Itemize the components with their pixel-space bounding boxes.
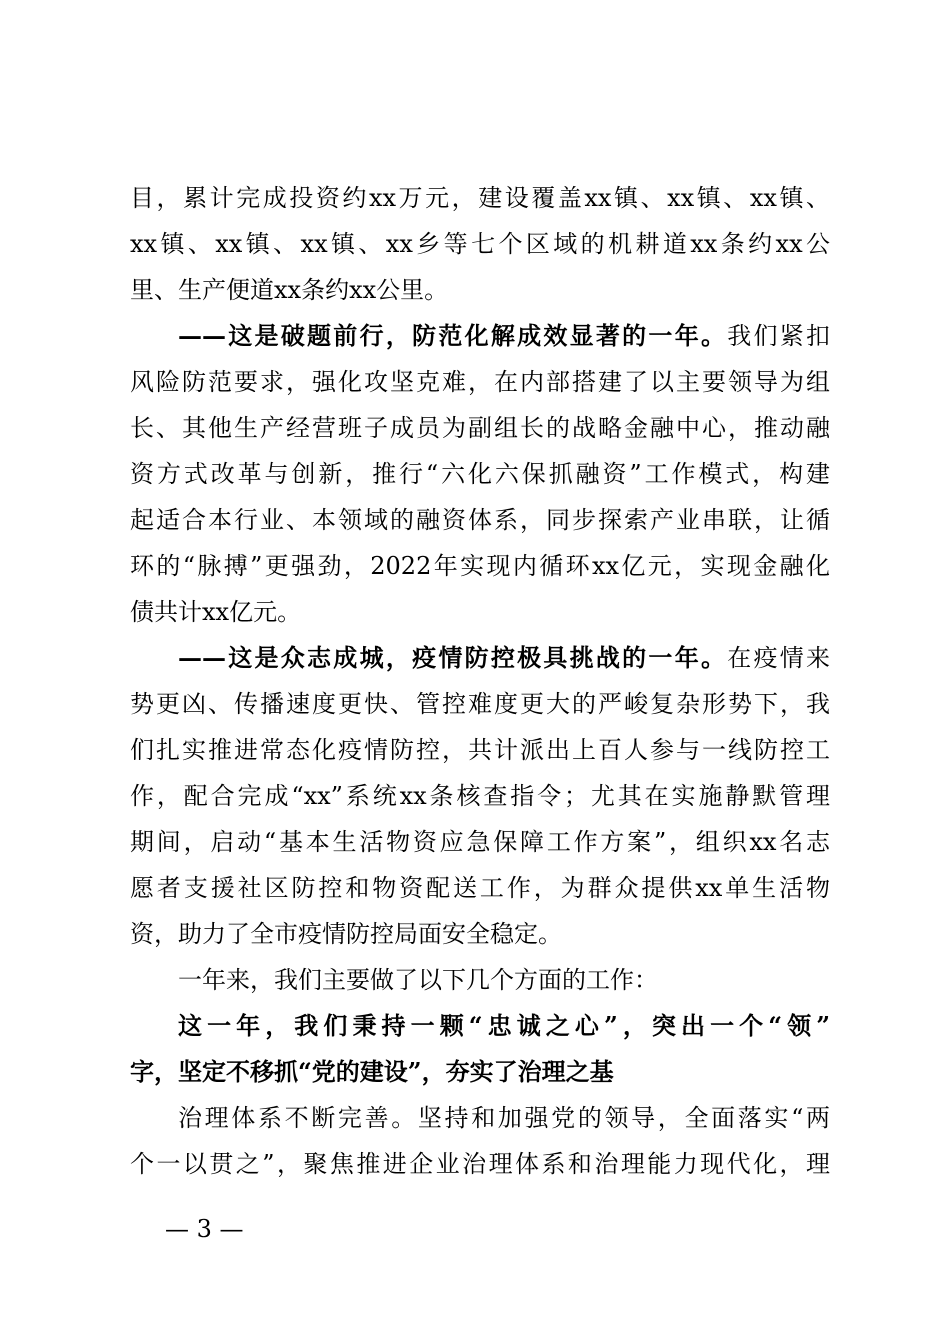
paragraph-text: 在疫情来 (727, 644, 831, 672)
paragraph-line: xx镇、xx镇、xx镇、xx乡等七个区域的机耕道xx条约xx公 (130, 230, 830, 258)
paragraph-line: 们扎实推进常态化疫情防控，共计派出上百人参与一线防控工 (130, 736, 830, 764)
paragraph-line: 环的“脉搏”更强劲，2022年实现内循环xx亿元，实现金融化 (130, 552, 830, 580)
page-number: — 3 — (165, 1215, 244, 1243)
paragraph-line: 目，累计完成投资约xx万元，建设覆盖xx镇、xx镇、xx镇、 (130, 184, 830, 212)
paragraph-lead: 治理体系不断完善。 (178, 1104, 418, 1132)
paragraph-first-line (178, 643, 830, 673)
paragraph-lead: ——这是破题前行，防范化解成效显著的一年。 (178, 321, 728, 350)
section-heading-line: 这一年，我们秉持一颗“忠诚之心”，突出一个“领” (178, 1011, 830, 1040)
paragraph-line: 期间，启动“基本生活物资应急保障工作方案”，组织xx名志 (130, 828, 830, 856)
paragraph-line: 里、生产便道xx条约xx公里。 (130, 276, 449, 304)
paragraph-line: 长、其他生产经营班子成员为副组长的战略金融中心，推动融 (130, 414, 830, 442)
section-intro: 一年来，我们主要做了以下几个方面的工作： (178, 966, 658, 994)
paragraph-line: 起适合本行业、本领域的融资体系，同步探索产业串联，让循 (130, 506, 830, 534)
paragraph-line: 资，助力了全市疫情防控局面安全稳定。 (130, 920, 562, 948)
paragraph-line: 资方式改革与创新，推行“六化六保抓融资”工作模式，构建 (130, 460, 830, 488)
paragraph-line: 个一以贯之”，聚焦推进企业治理体系和治理能力现代化，理 (130, 1150, 830, 1178)
paragraph-first-line (178, 321, 830, 351)
section-heading-line: 字，坚定不移抓“党的建设”，夯实了治理之基 (130, 1057, 614, 1086)
paragraph-lead: ——这是众志成城，疫情防控极具挑战的一年。 (178, 643, 728, 672)
paragraph-line: 债共计xx亿元。 (130, 598, 302, 626)
paragraph-text: 坚持和加强党的领导，全面落实“两 (417, 1104, 830, 1132)
paragraph-line: 势更凶、传播速度更快、管控难度更大的严峻复杂形势下，我 (130, 690, 830, 718)
paragraph-line: 愿者支援社区防控和物资配送工作，为群众提供xx单生活物 (130, 874, 830, 902)
paragraph-first-line (178, 1103, 830, 1133)
paragraph-line: 作，配合完成“xx”系统xx条核查指令；尤其在实施静默管理 (130, 782, 830, 810)
paragraph-line: 风险防范要求，强化攻坚克难，在内部搭建了以主要领导为组 (130, 368, 830, 396)
paragraph-text: 我们紧扣 (727, 322, 831, 350)
